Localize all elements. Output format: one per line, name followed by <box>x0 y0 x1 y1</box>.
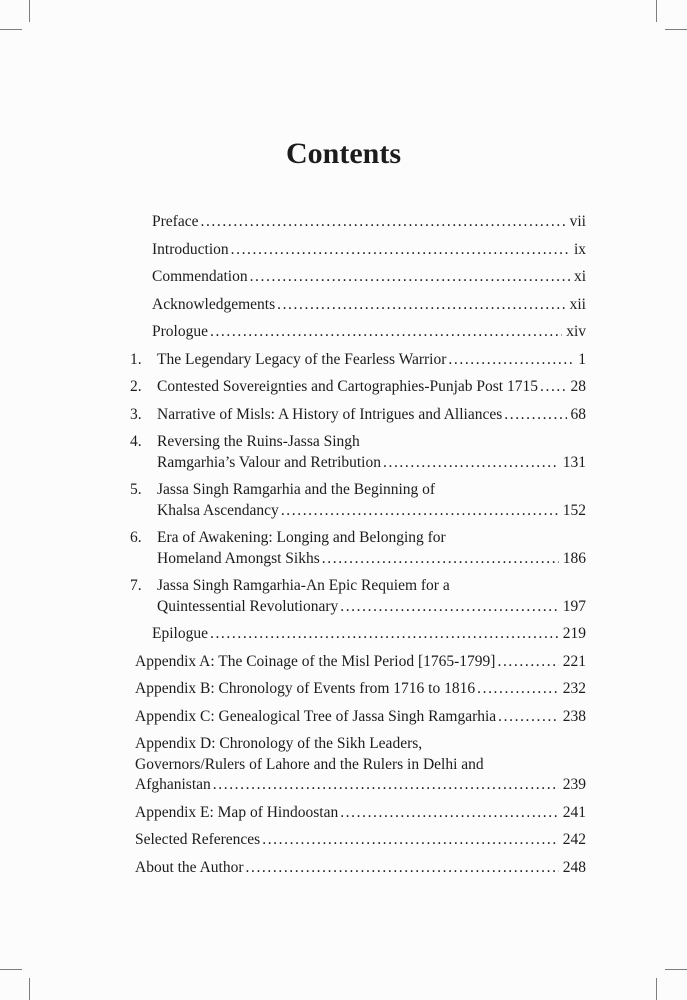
toc-entry <box>130 528 586 569</box>
toc-entry-line <box>152 624 586 645</box>
toc-entry-body <box>135 803 586 824</box>
toc-entry-line <box>157 453 586 474</box>
dot-leader <box>340 803 559 824</box>
toc-entry <box>130 803 586 824</box>
toc-entry-line <box>135 707 586 728</box>
toc-entry-label: About the Author <box>135 858 244 876</box>
toc-entry-body <box>152 240 586 261</box>
dot-leader <box>262 830 559 851</box>
toc-entry <box>130 830 586 851</box>
toc-entry-number: 4. <box>130 433 142 450</box>
toc-entry-page: 152 <box>562 501 586 519</box>
toc-entry-line <box>135 652 586 673</box>
toc-entry-page: xiv <box>566 323 586 340</box>
toc-entry-body <box>152 624 586 645</box>
toc-entry-text: Reversing the Ruins-Jassa Singh <box>157 433 360 450</box>
toc-entry <box>130 624 586 645</box>
toc-entry-label: Appendix C: Genealogical Tree of Jassa Singh Ramgarhia <box>135 707 497 725</box>
toc-entry-line <box>157 549 586 570</box>
toc-entry-label: Contested Sovereignties and Cartographies-Punjab Post 1715 <box>157 378 538 395</box>
toc-entry-label: Commendation <box>152 268 248 285</box>
toc-entry-line <box>152 295 586 316</box>
crop-mark-bottom-right-horizontal <box>665 969 687 970</box>
toc-entry-line <box>152 212 586 233</box>
toc-entry-page: 248 <box>562 858 586 876</box>
toc-entry-number: 1. <box>130 350 142 368</box>
toc-entry-label: Introduction <box>152 240 229 258</box>
toc-entry-page: xii <box>569 295 586 313</box>
toc-entry-page: ix <box>573 240 586 258</box>
dot-leader <box>213 775 559 796</box>
toc-entry-line <box>157 405 586 426</box>
toc-entry-label: Epilogue <box>152 625 208 642</box>
toc-entry-label: Quintessential Revolutionary <box>157 597 339 615</box>
toc-entry <box>130 734 586 796</box>
toc-entry-line <box>157 597 586 618</box>
toc-entry-page: 242 <box>562 831 586 848</box>
toc-entry-text: Appendix D: Chronology of the Sikh Leaders, <box>135 735 423 752</box>
toc-entry-page: 28 <box>570 378 586 395</box>
toc-entry-page: 197 <box>562 597 586 615</box>
crop-mark-bottom-left-horizontal <box>0 969 22 970</box>
dot-leader <box>498 707 559 728</box>
toc-entry-text: Governors/Rulers of Lahore and the Rulers in Delhi and <box>135 755 484 773</box>
dot-leader <box>281 501 559 522</box>
toc-entry-number: 7. <box>130 577 142 594</box>
toc-entry <box>130 212 586 233</box>
toc-entry-text: Jassa Singh Ramgarhia-An Epic Requiem for a <box>157 577 450 594</box>
toc-entry-line <box>157 501 586 522</box>
dot-leader <box>497 652 558 673</box>
toc-entry-label: Appendix E: Map of Hindoostan <box>135 803 339 821</box>
toc-entry-line <box>152 322 586 343</box>
dot-leader <box>210 624 559 645</box>
toc-entry-body <box>157 480 586 521</box>
toc-entry-body <box>135 652 586 673</box>
toc-entry <box>130 679 586 700</box>
toc-entry-page: 186 <box>562 549 586 567</box>
toc-entry-body <box>157 432 586 473</box>
toc-entry-page: vii <box>569 213 586 230</box>
toc-entry-body <box>157 350 586 371</box>
toc-entry-body <box>135 679 586 700</box>
toc-entry <box>130 858 586 879</box>
toc-entry <box>130 240 586 261</box>
toc-entry-label: Appendix B: Chronology of Events from 1716 to 1816 <box>135 680 476 697</box>
toc-entry-text: Jassa Singh Ramgarhia and the Beginning of <box>157 481 436 498</box>
toc-entry-body <box>135 734 586 796</box>
toc-entry-line <box>157 377 586 398</box>
crop-mark-bottom-right-vertical <box>656 978 657 1000</box>
toc-entry <box>130 350 586 371</box>
toc-entry <box>130 707 586 728</box>
toc-entry-page: 241 <box>562 803 586 821</box>
toc-entry-page: 239 <box>562 776 586 793</box>
dot-leader <box>246 858 559 879</box>
toc-entry-label: Prologue <box>152 323 208 340</box>
dot-leader <box>210 322 562 343</box>
dot-leader <box>200 212 565 233</box>
crop-mark-top-right-vertical <box>656 0 657 22</box>
toc-entry <box>130 267 586 288</box>
toc-entry-number: 3. <box>130 405 142 423</box>
toc-entry-page: 219 <box>562 625 586 642</box>
toc-entry-number: 2. <box>130 378 142 395</box>
toc-entry-page: 238 <box>562 707 586 725</box>
dot-leader <box>448 350 574 371</box>
toc-entry-page: xi <box>573 268 586 285</box>
toc-entry <box>130 432 586 473</box>
toc-entry-page: 131 <box>562 453 586 471</box>
dot-leader <box>340 597 559 618</box>
toc-entry-label: Preface <box>152 213 199 230</box>
crop-mark-top-right-horizontal <box>665 29 687 30</box>
toc-entry-label: Afghanistan <box>135 776 211 793</box>
toc-entry-body <box>157 576 586 617</box>
toc-entry-number: 6. <box>130 529 142 546</box>
toc-entry-label: Ramgarhia’s Valour and Retribution <box>157 453 381 471</box>
toc-entry-line <box>135 775 586 796</box>
toc-entry-line <box>152 267 586 288</box>
crop-mark-top-left-vertical <box>29 0 30 22</box>
toc-entry <box>130 480 586 521</box>
toc-entry <box>130 295 586 316</box>
page-title: Contents <box>285 137 401 170</box>
dot-leader <box>540 377 567 398</box>
toc-entry-page: 221 <box>562 652 586 670</box>
toc-entry-label: Narrative of Misls: A History of Intrigues and Alliances <box>157 405 503 423</box>
toc-entry-label: Khalsa Ascendancy <box>157 501 279 519</box>
toc-entry-body <box>135 858 586 879</box>
toc-list <box>130 212 586 878</box>
dot-leader <box>322 549 559 570</box>
toc-entry-page: 232 <box>562 680 586 697</box>
toc-entry <box>130 377 586 398</box>
crop-mark-bottom-left-vertical <box>29 978 30 1000</box>
crop-mark-top-left-horizontal <box>0 29 22 30</box>
toc-entry <box>130 652 586 673</box>
dot-leader <box>383 453 559 474</box>
toc-entry-line <box>152 240 586 261</box>
toc-entry-label: The Legendary Legacy of the Fearless Warrior <box>157 350 447 368</box>
toc-entry <box>130 405 586 426</box>
toc-entry-body <box>157 405 586 426</box>
toc-entry-line <box>157 350 586 371</box>
toc-entry-label: Appendix A: The Coinage of the Misl Period [1765-1799] <box>135 652 496 670</box>
toc-entry <box>130 576 586 617</box>
toc-entry-label: Selected References <box>135 831 261 848</box>
toc-entry-label: Homeland Amongst Sikhs <box>157 549 320 567</box>
toc-entry-line <box>135 858 586 879</box>
toc-entry-body <box>157 528 586 569</box>
toc-entry-line <box>135 679 586 700</box>
dot-leader <box>250 267 570 288</box>
toc-entry-body <box>152 212 586 233</box>
toc-entry <box>130 322 586 343</box>
toc-entry-page: 1 <box>578 350 586 368</box>
toc-entry-body <box>152 267 586 288</box>
toc-entry-body <box>152 322 586 343</box>
dot-leader <box>477 679 559 700</box>
toc-entry-number: 5. <box>130 481 142 498</box>
toc-entry-text: Era of Awakening: Longing and Belonging for <box>157 529 446 546</box>
toc-entry-line <box>135 830 586 851</box>
dot-leader <box>231 240 570 261</box>
toc-entry-page: 68 <box>570 405 586 423</box>
dot-leader <box>277 295 566 316</box>
toc-entry-body <box>157 377 586 398</box>
toc-entry-body <box>135 707 586 728</box>
toc-entry-body <box>135 830 586 851</box>
toc-entry-body <box>152 295 586 316</box>
toc-entry-label: Acknowledgements <box>152 295 276 313</box>
dot-leader <box>504 405 566 426</box>
toc-entry-line <box>135 803 586 824</box>
